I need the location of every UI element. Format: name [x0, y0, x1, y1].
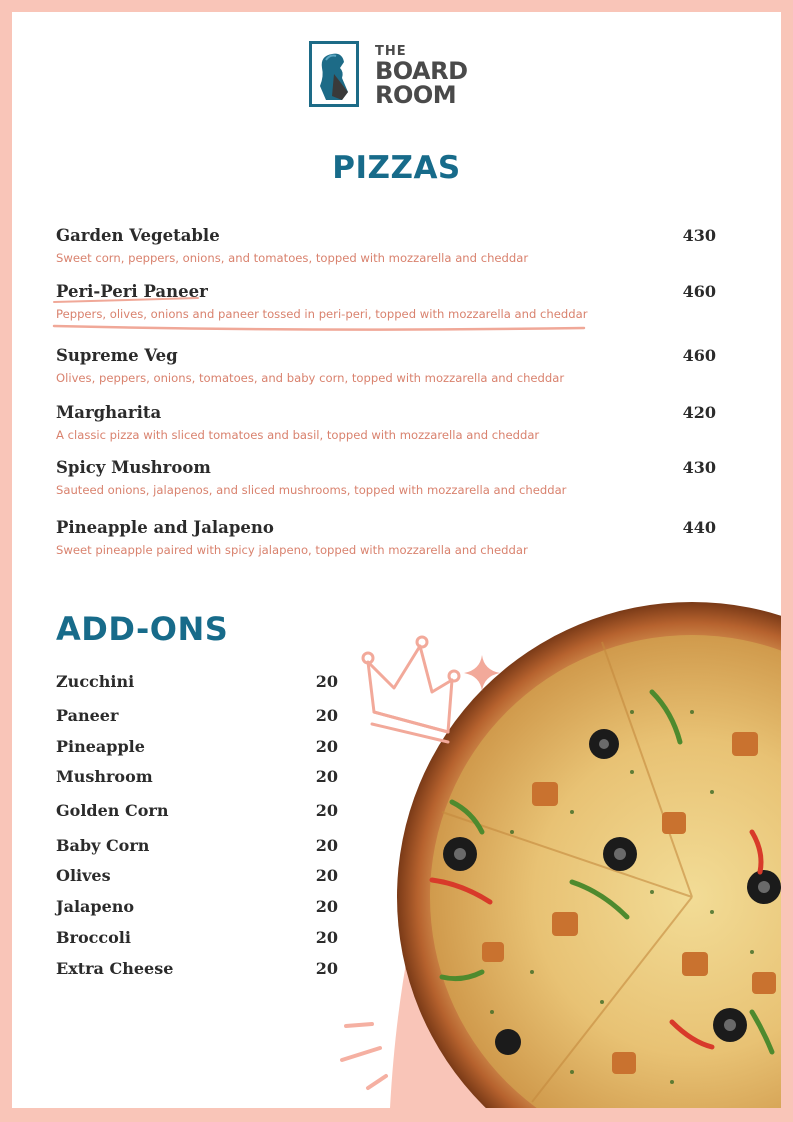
- logo-frame: [309, 41, 359, 107]
- addon-row: [56, 836, 338, 858]
- addon-row: [56, 737, 338, 759]
- logo-bust-icon: [314, 46, 354, 102]
- addon-row: [56, 767, 338, 789]
- addon-name: Jalapeno: [56, 897, 135, 916]
- pizza-description: Sauteed onions, jalapenos, and sliced mushrooms, topped with mozzarella and cheddar: [56, 483, 567, 497]
- addon-price: 20: [315, 706, 338, 725]
- addon-row: [56, 897, 338, 919]
- addon-row: [56, 672, 338, 694]
- addon-name: Golden Corn: [56, 801, 169, 820]
- addons-section-title: ADD-ONS: [56, 610, 229, 648]
- pizza-name: Pineapple and Jalapeno: [56, 518, 274, 537]
- addon-name: Broccoli: [56, 928, 131, 947]
- pizza-price: 430: [682, 458, 716, 477]
- addon-price: 20: [315, 767, 338, 786]
- pizza-price: 440: [682, 518, 716, 537]
- pizza-description: Sweet corn, peppers, onions, and tomatoes, topped with mozzarella and cheddar: [56, 251, 529, 265]
- pizza-price: 430: [682, 226, 716, 245]
- addon-price: 20: [315, 836, 338, 855]
- pizza-name: Supreme Veg: [56, 346, 178, 365]
- addon-name: Mushroom: [56, 767, 153, 786]
- brand-line-3: ROOM: [375, 81, 457, 109]
- pizza-name: Peri-Peri Paneer: [56, 282, 208, 301]
- addon-row: [56, 928, 338, 950]
- pizzas-section-title: PIZZAS: [332, 150, 461, 186]
- pizza-price: 420: [682, 403, 716, 422]
- pizza-name: Margharita: [56, 403, 162, 422]
- menu-page: [12, 12, 781, 1108]
- addon-price: 20: [315, 897, 338, 916]
- addon-name: Zucchini: [56, 672, 135, 691]
- addon-price: 20: [315, 959, 338, 978]
- addon-name: Baby Corn: [56, 836, 150, 855]
- pizza-description: A classic pizza with sliced tomatoes and basil, topped with mozzarella and cheddar: [56, 428, 540, 442]
- addon-row: [56, 959, 338, 981]
- brand-logo: [309, 41, 469, 113]
- addon-name: Paneer: [56, 706, 119, 725]
- pizza-description: Olives, peppers, onions, tomatoes, and baby corn, topped with mozzarella and cheddar: [56, 371, 565, 385]
- addon-row: [56, 866, 338, 888]
- crown-icon: [363, 637, 459, 742]
- pizza-description: Peppers, olives, onions and paneer tossed in peri-peri, topped with mozzarella and cheddar: [56, 307, 588, 321]
- brand-line-2: BOARD: [375, 57, 468, 85]
- addon-price: 20: [315, 672, 338, 691]
- brand-line-1: THE: [375, 44, 407, 59]
- brand-wordmark: [375, 45, 468, 107]
- pizza-price: 460: [682, 282, 716, 301]
- addon-row: [56, 801, 338, 823]
- pizza-price: 460: [682, 346, 716, 365]
- addon-price: 20: [315, 801, 338, 820]
- addon-row: [56, 706, 338, 728]
- addon-price: 20: [315, 866, 338, 885]
- addon-name: Olives: [56, 866, 111, 885]
- addon-name: Extra Cheese: [56, 959, 174, 978]
- pizza-name: Spicy Mushroom: [56, 458, 211, 477]
- addon-price: 20: [315, 737, 338, 756]
- pizza-description: Sweet pineapple paired with spicy jalapeno, topped with mozzarella and cheddar: [56, 543, 528, 557]
- addon-price: 20: [315, 928, 338, 947]
- addon-name: Pineapple: [56, 737, 145, 756]
- pizza-name: Garden Vegetable: [56, 226, 220, 245]
